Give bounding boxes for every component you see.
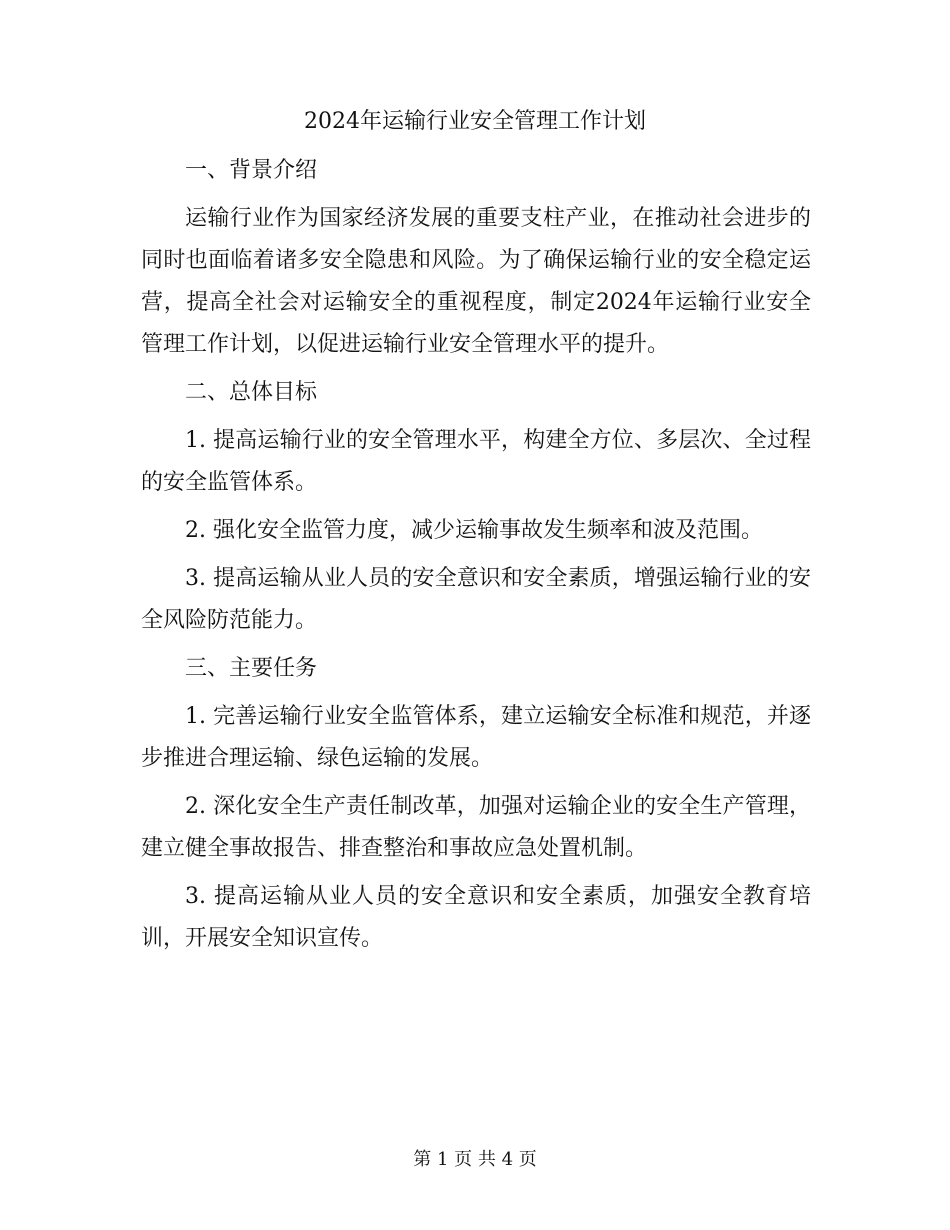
task-item-3: 3. 提高运输从业人员的安全意识和安全素质，加强安全教育培训，开展安全知识宣传。 — [141, 884, 811, 951]
task-item-1: 1. 完善运输行业安全监管体系，建立运输安全标准和规范，并逐步推进合理运输、绿色运输的发展。 — [141, 704, 811, 771]
goal-item-2: 2. 强化安全监管力度，减少运输事故发生频率和波及范围。 — [185, 518, 763, 543]
document-body — [141, 150, 811, 966]
section-heading-background: 一、背景介绍 — [185, 158, 318, 183]
goal-item-3: 3. 提高运输从业人员的安全意识和安全素质，增强运输行业的安全风险防范能力。 — [141, 566, 811, 633]
page-number-footer: 第 1 页 共 4 页 — [413, 1149, 537, 1170]
paragraph-background: 运输行业作为国家经济发展的重要支柱产业，在推动社会进步的同时也面临着诸多安全隐患和风险。为了确保运输行业的安全稳定运营，提高全社会对运输安全的重视程度，制定2024年运输行业安全管理工作计划，以促进运输行业安全管理水平的提升。 — [141, 206, 811, 357]
task-item-2: 2. 深化安全生产责任制改革，加强对运输企业的安全生产管理，建立健全事故报告、排查整治和事故应急处置机制。 — [141, 794, 811, 861]
section-heading-tasks: 三、主要任务 — [185, 656, 318, 681]
document-title: 2024年运输行业安全管理工作计划 — [304, 109, 646, 134]
goal-item-1: 1. 提高运输行业的安全管理水平，构建全方位、多层次、全过程的安全监管体系。 — [141, 428, 811, 495]
section-heading-goals: 二、总体目标 — [185, 380, 318, 405]
